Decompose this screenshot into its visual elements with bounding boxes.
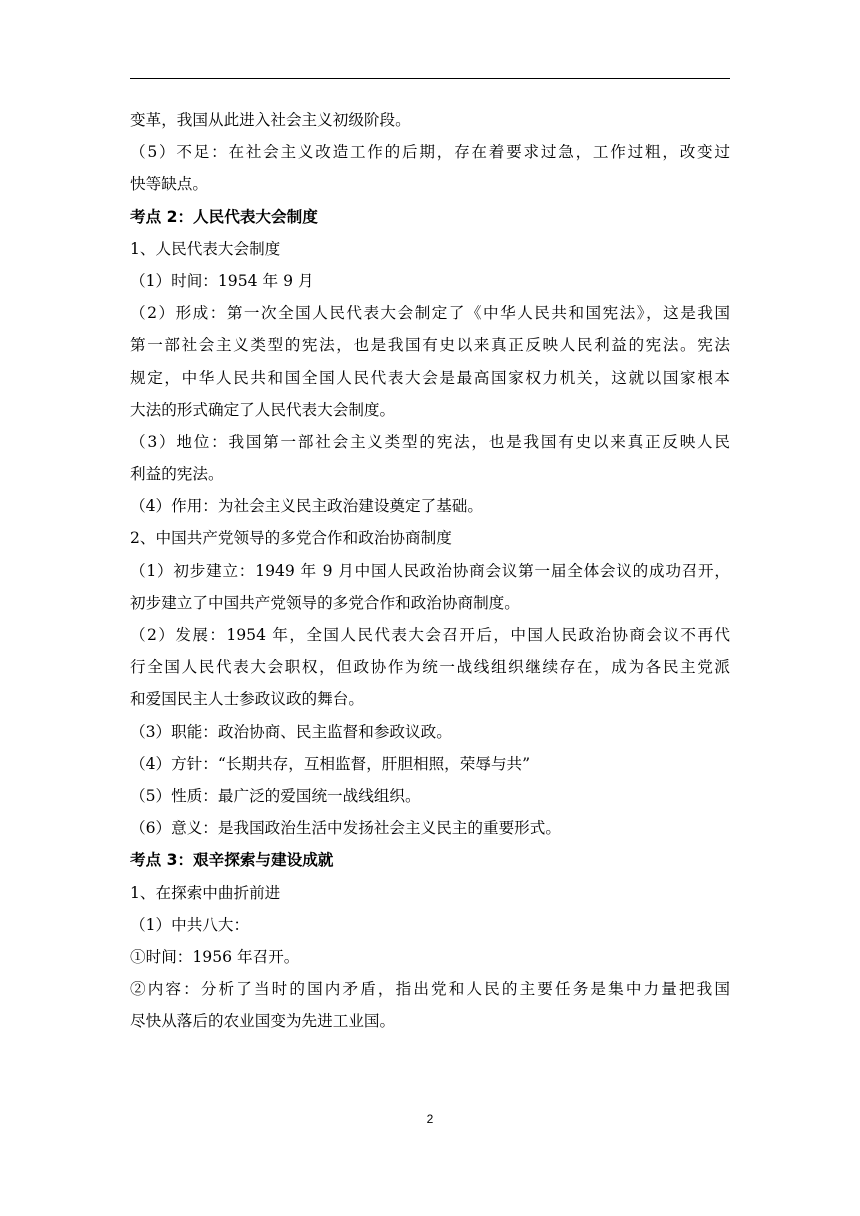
text-line: 行全国人民代表大会职权，但政协作为统一战线组织继续存在，成为各民主党派 [130,658,730,677]
section-heading: 考点 3：艰辛探索与建设成就 [130,851,334,870]
text-line: 初步建立了中国共产党领导的多党合作和政治协商制度。 [130,593,520,612]
text-line: 1、在探索中曲折前进 [130,883,281,902]
text-line: 第一部社会主义类型的宪法，也是我国有史以来真正反映人民利益的宪法。宪法 [130,336,730,355]
text-line: （2）发展：1954 年，全国人民代表大会召开后，中国人民政治协商会议不再代 [130,626,730,644]
text-line: 变革，我国从此进入社会主义初级阶段。 [130,111,411,129]
page-number: 2 [426,1112,434,1126]
text-line: （1）中共八大： [130,915,250,934]
text-line: 2、中国共产党领导的多党合作和政治协商制度 [130,529,452,548]
text-line: 大法的形式确定了人民代表大会制度。 [130,400,396,419]
text-line: 利益的宪法。 [130,465,224,484]
text-line: （1）初步建立：1949 年 9 月中国人民政治协商会议第一届全体会议的成功召开， [130,561,730,580]
text-line: （1）时间：1954 年 9 月 [130,271,314,290]
text-line: （2）形成：第一次全国人民代表大会制定了《中华人民共和国宪法》，这是我国 [130,304,730,323]
text-line: （4）方针：“长期共存，互相监督，肝胆相照，荣辱与共” [130,754,531,773]
text-line: （3）职能：政治协商、民主监督和参政议政。 [130,722,452,741]
text-line: （5）性质：最广泛的爱国统一战线组织。 [130,786,421,805]
text-line: （6）意义：是我国政治生活中发扬社会主义民主的重要形式。 [130,819,561,838]
document-body [130,104,730,1037]
section-heading: 考点 2：人民代表大会制度 [130,207,318,226]
text-line: 规定，中华人民共和国全国人民代表大会是最高国家权力机关，这就以国家根本 [130,368,730,387]
text-line: 快等缺点。 [130,175,208,194]
text-line: （4）作用：为社会主义民主政治建设奠定了基础。 [130,497,483,516]
text-line: ①时间：1956 年召开。 [130,947,300,966]
text-line: 尽快从落后的农业国变为先进工业国。 [130,1012,396,1031]
text-line: （5）不足：在社会主义改造工作的后期，存在着要求过急，工作过粗，改变过 [130,143,730,162]
text-line: 和爱国民主人士参政议政的舞台。 [130,690,364,709]
header-rule [130,78,730,79]
text-line: （3）地位：我国第一部社会主义类型的宪法，也是我国有史以来真正反映人民 [130,432,730,451]
text-line: ②内容：分析了当时的国内矛盾，指出党和人民的主要任务是集中力量把我国 [130,980,730,999]
text-line: 1、人民代表大会制度 [130,239,281,258]
